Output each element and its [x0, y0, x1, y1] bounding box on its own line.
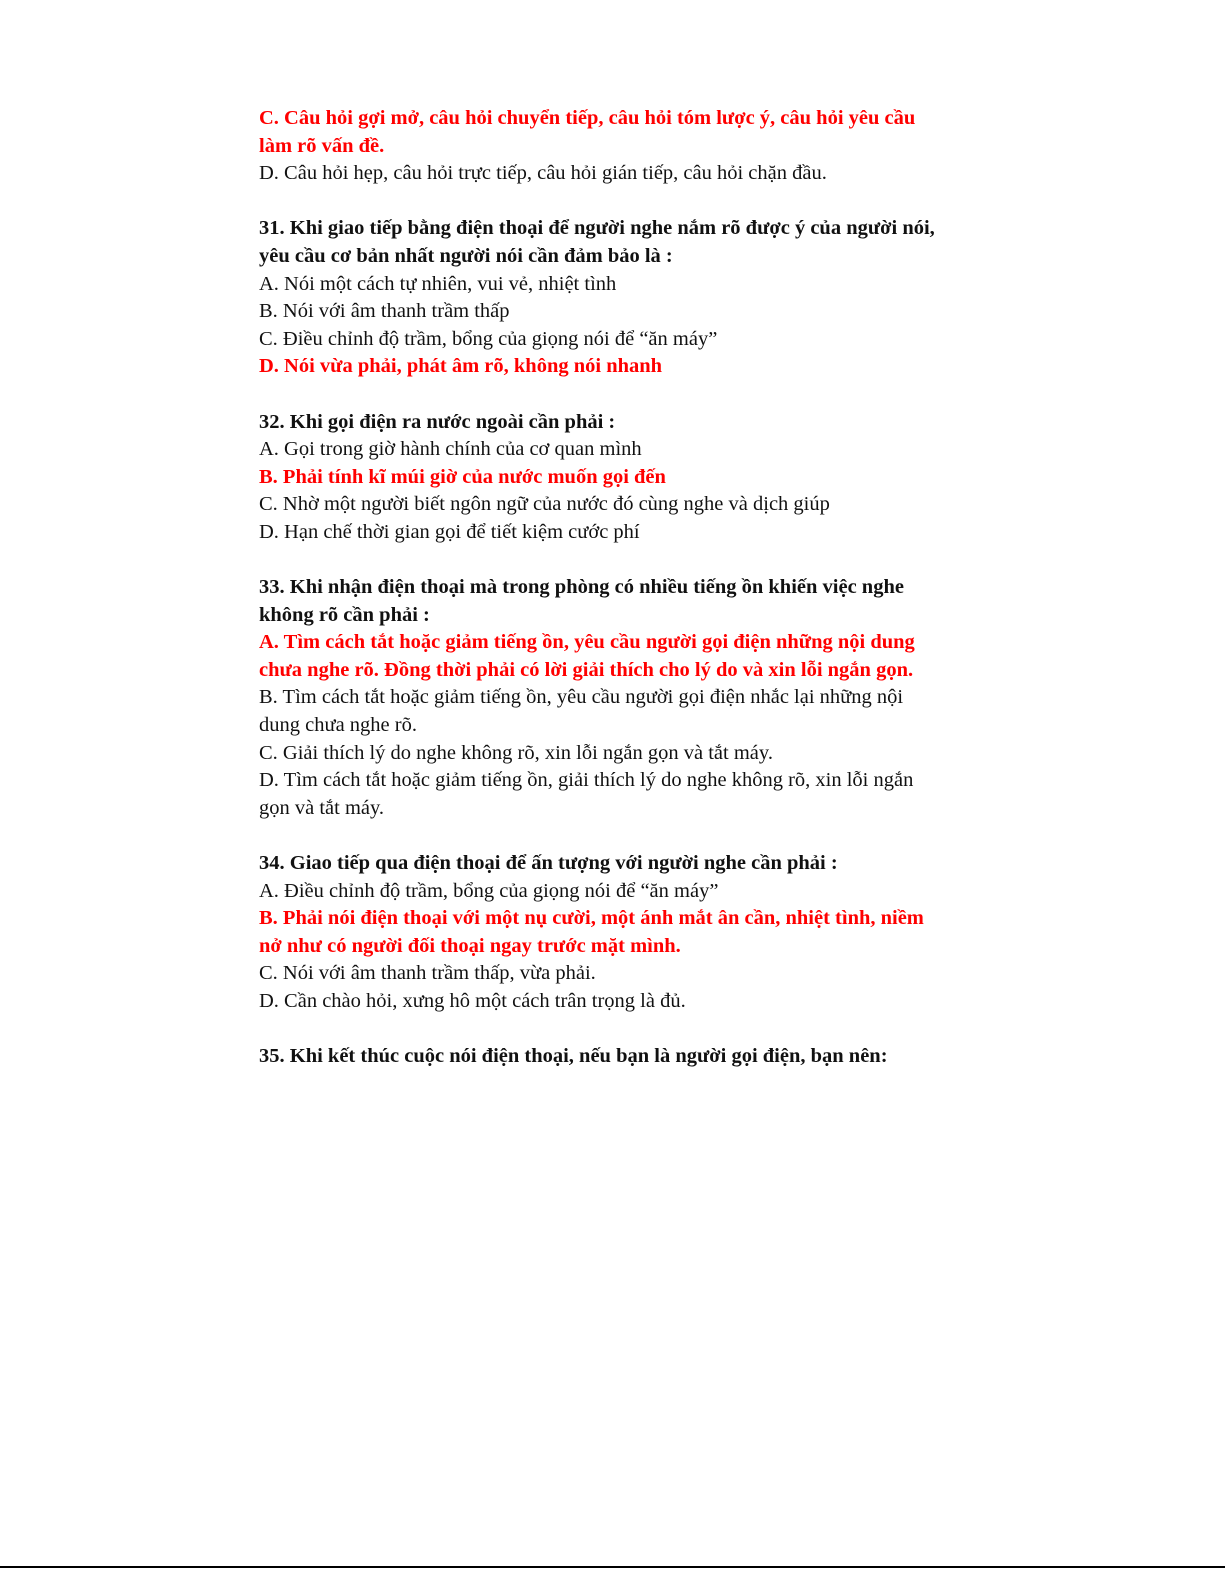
question-35 [259, 1043, 959, 1071]
option-d: D. Nói vừa phải, phát âm rõ, không nói nhanh [259, 355, 663, 378]
option-b: B. Tìm cách tắt hoặc giảm tiếng ồn, yêu cầu người gọi điện nhắc lại những nội [259, 686, 904, 709]
question-text: yêu cầu cơ bản nhất người nói cần đảm bảo là : [259, 244, 673, 267]
prev-question-options [259, 105, 959, 188]
option-b: B. Phải nói điện thoại với một nụ cười, một ánh mắt ân cần, nhiệt tình, niềm [259, 907, 924, 930]
option-c: C. Nhờ một người biết ngôn ngữ của nước đó cùng nghe và dịch giúp [259, 493, 830, 516]
question-text: 34. Giao tiếp qua điện thoại để ấn tượng với người nghe cần phải : [259, 852, 838, 875]
option-a: A. Gọi trong giờ hành chính của cơ quan mình [259, 438, 642, 461]
option-c: C. Điều chỉnh độ trầm, bổng của giọng nói để “ăn máy” [259, 327, 718, 350]
question-text: 35. Khi kết thúc cuộc nói điện thoại, nếu bạn là người gọi điện, bạn nên: [259, 1045, 888, 1068]
question-text: 32. Khi gọi điện ra nước ngoài cần phải : [259, 410, 616, 433]
option-b: B. Phải tính kĩ múi giờ của nước muốn gọi đến [259, 465, 666, 488]
option-b: dung chưa nghe rõ. [259, 714, 417, 737]
option-c: C. Nói với âm thanh trầm thấp, vừa phải. [259, 962, 596, 985]
option-b: nở như có người đối thoại ngay trước mặt mình. [259, 934, 681, 957]
page-bottom-border [0, 1566, 1225, 1568]
option-c: C. Giải thích lý do nghe không rõ, xin lỗi ngắn gọn và tắt máy. [259, 741, 773, 764]
question-33 [259, 574, 959, 822]
option-a: A. Điều chỉnh độ trầm, bổng của giọng nói để “ăn máy” [259, 879, 719, 902]
option-line: D. Câu hỏi hẹp, câu hỏi trực tiếp, câu hỏi gián tiếp, câu hỏi chặn đầu. [259, 162, 827, 185]
option-d: D. Hạn chế thời gian gọi để tiết kiệm cước phí [259, 520, 640, 543]
question-32 [259, 409, 959, 547]
option-d: D. Tìm cách tắt hoặc giảm tiếng ồn, giải thích lý do nghe không rõ, xin lỗi ngắn [259, 769, 914, 792]
question-text: 31. Khi giao tiếp bằng điện thoại để người nghe nắm rõ được ý của người nói, [259, 217, 935, 240]
option-a: A. Nói một cách tự nhiên, vui vẻ, nhiệt tình [259, 272, 617, 295]
option-d: gọn và tắt máy. [259, 796, 385, 819]
question-34 [259, 850, 959, 1016]
document-page [259, 105, 959, 1071]
option-a: A. Tìm cách tắt hoặc giảm tiếng ồn, yêu cầu người gọi điện những nội dung [259, 631, 915, 654]
option-line: làm rõ vấn đề. [259, 134, 385, 157]
option-b: B. Nói với âm thanh trầm thấp [259, 300, 510, 323]
question-31 [259, 215, 959, 381]
question-text: không rõ cần phải : [259, 603, 430, 626]
option-a: chưa nghe rõ. Đồng thời phải có lời giải thích cho lý do và xin lỗi ngắn gọn. [259, 658, 914, 681]
question-text: 33. Khi nhận điện thoại mà trong phòng có nhiều tiếng ồn khiến việc nghe [259, 576, 904, 599]
option-d: D. Cần chào hỏi, xưng hô một cách trân trọng là đủ. [259, 990, 686, 1012]
option-line: C. Câu hỏi gợi mở, câu hỏi chuyển tiếp, câu hỏi tóm lược ý, câu hỏi yêu cầu [259, 107, 916, 129]
